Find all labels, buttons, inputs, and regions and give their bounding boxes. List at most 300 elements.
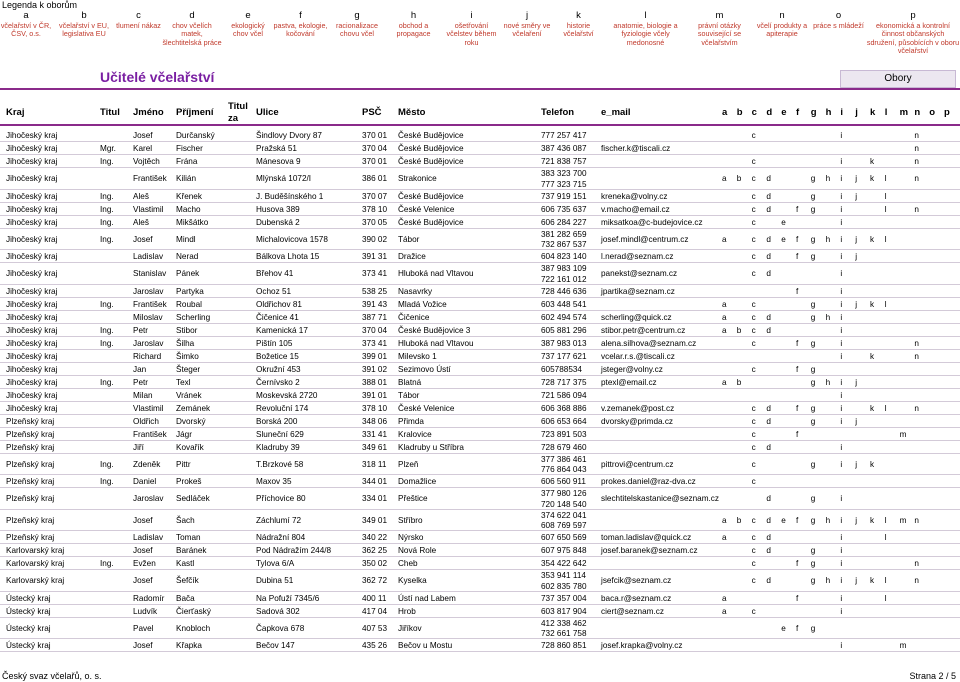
cell-mesto: Tábor bbox=[398, 234, 420, 244]
legend-item-h bbox=[386, 11, 441, 60]
cell-jmeno: Josef bbox=[133, 576, 153, 586]
legend-description: tlumení nákaz bbox=[116, 21, 161, 30]
obor-mark-f: f bbox=[796, 338, 799, 348]
legend-item-e bbox=[223, 11, 273, 60]
cell-prijmeni: Knobloch bbox=[176, 623, 211, 633]
header-obor-h: h bbox=[825, 107, 832, 118]
obor-mark-a: a bbox=[722, 593, 727, 603]
obor-mark-k: k bbox=[870, 174, 875, 184]
obor-mark-g: g bbox=[810, 338, 816, 348]
obor-mark-a: a bbox=[722, 606, 727, 616]
cell-mesto: České Budějovice bbox=[398, 191, 464, 201]
obor-mark-d: d bbox=[766, 416, 771, 426]
cell-email[interactable]: jsefcik@seznam.cz bbox=[601, 576, 672, 586]
cell-mesto: Blatná bbox=[398, 377, 422, 387]
cell-telefon bbox=[541, 404, 587, 413]
cell-email[interactable]: ptexl@email.cz bbox=[601, 377, 657, 387]
legend-description: nové směry ve včelaření bbox=[503, 21, 551, 39]
obor-mark-l: l bbox=[884, 191, 887, 201]
obor-mark-g: g bbox=[810, 377, 816, 387]
cell-prijmeni: Macho bbox=[176, 204, 201, 214]
obor-mark-l: l bbox=[884, 593, 887, 603]
cell-psc: 538 25 bbox=[362, 286, 388, 296]
legend-description: ošetřování včelstev během roku bbox=[446, 21, 497, 47]
cell-kraj: Jihočeský kraj bbox=[6, 191, 58, 201]
table-row bbox=[0, 570, 960, 592]
legend-letter: m bbox=[715, 11, 724, 21]
obor-mark-g: g bbox=[810, 559, 816, 568]
cell-prijmeni: Bača bbox=[176, 593, 195, 603]
cell-mesto: Hluboká nad Vltavou bbox=[398, 338, 474, 348]
obor-mark-i: i bbox=[840, 459, 843, 469]
obor-mark-l: l bbox=[884, 174, 887, 184]
cell-psc: 350 02 bbox=[362, 559, 388, 568]
cell-kraj: Jihočeský kraj bbox=[6, 252, 58, 261]
cell-titul: Mgr. bbox=[100, 144, 116, 153]
cell-telefon bbox=[541, 352, 587, 361]
cell-mesto: Nasavrky bbox=[398, 286, 433, 296]
legend-description: včelí produkty a apiterapie bbox=[756, 21, 808, 39]
cell-email[interactable]: ciert@seznam.cz bbox=[601, 606, 664, 616]
phone-number: 354 422 642 bbox=[541, 559, 587, 568]
table-row bbox=[0, 229, 960, 251]
cell-jmeno: Jaroslav bbox=[133, 338, 164, 348]
obor-mark-a: a bbox=[722, 515, 727, 525]
cell-titul: Ing. bbox=[100, 325, 114, 335]
legend-description: včelařství v EU, legislativa EU bbox=[59, 21, 109, 39]
header-obor-j: j bbox=[855, 107, 858, 118]
cell-titul: Ing. bbox=[100, 459, 114, 469]
obor-mark-i: i bbox=[840, 157, 843, 166]
cell-mesto: Nýrsko bbox=[398, 533, 424, 542]
cell-email[interactable]: slechtitelskastanice@seznam.cz bbox=[601, 494, 719, 504]
obor-mark-i: i bbox=[840, 416, 843, 426]
obor-mark-n: n bbox=[914, 174, 919, 184]
legend-letter: d bbox=[189, 11, 195, 21]
obor-mark-c: c bbox=[751, 157, 756, 166]
cell-telefon bbox=[541, 313, 587, 322]
cell-kraj: Jihočeský kraj bbox=[6, 204, 58, 214]
cell-email[interactable]: toman.ladislav@quick.cz bbox=[601, 533, 692, 542]
header-obor-p: p bbox=[944, 107, 950, 118]
cell-prijmeni: Texl bbox=[176, 377, 191, 387]
cell-email[interactable]: scherling@quick.cz bbox=[601, 312, 672, 322]
cell-email[interactable]: kreneka@volny.cz bbox=[601, 191, 668, 201]
cell-psc: 391 31 bbox=[362, 252, 388, 261]
legend-item-k bbox=[552, 11, 605, 60]
cell-kraj: Jihočeský kraj bbox=[6, 377, 58, 387]
obor-mark-g: g bbox=[810, 299, 816, 309]
cell-prijmeni: Zemánek bbox=[176, 403, 211, 413]
obor-mark-d: d bbox=[766, 174, 771, 184]
page-title: Učitelé včelařství bbox=[100, 69, 215, 85]
cell-telefon bbox=[541, 230, 587, 250]
obor-mark-c: c bbox=[751, 606, 756, 616]
cell-jmeno: Pavel bbox=[133, 623, 154, 633]
cell-telefon bbox=[541, 287, 587, 296]
obor-mark-c: c bbox=[751, 364, 756, 374]
cell-titul: Ing. bbox=[100, 338, 114, 348]
obor-mark-i: i bbox=[840, 390, 843, 400]
cell-kraj: Ústecký kraj bbox=[6, 641, 51, 650]
phone-number: 607 975 848 bbox=[541, 546, 587, 555]
cell-psc: 370 01 bbox=[362, 157, 388, 166]
cell-jmeno: Miloslav bbox=[133, 312, 163, 322]
cell-email[interactable]: prokes.daniel@raz-dva.cz bbox=[601, 477, 696, 486]
obor-mark-i: i bbox=[840, 533, 843, 542]
obor-mark-i: i bbox=[840, 191, 843, 201]
obor-mark-j: j bbox=[855, 191, 858, 201]
obor-mark-m: m bbox=[899, 641, 907, 650]
cell-prijmeni: Toman bbox=[176, 533, 201, 542]
phone-number: 728 679 460 bbox=[541, 442, 587, 452]
cell-titul: Ing. bbox=[100, 299, 114, 309]
cell-email[interactable]: vcelar.r.s.@tiscali.cz bbox=[601, 351, 675, 361]
cell-kraj: Plzeňský kraj bbox=[6, 533, 55, 542]
cell-jmeno: Ladislav bbox=[133, 252, 164, 261]
cell-psc: 378 10 bbox=[362, 204, 388, 214]
cell-jmeno: Petr bbox=[133, 325, 149, 335]
obor-mark-g: g bbox=[810, 234, 816, 244]
cell-kraj: Karlovarský kraj bbox=[6, 559, 65, 568]
header-email: e_mail bbox=[601, 107, 631, 118]
cell-titul: Ing. bbox=[100, 157, 114, 166]
cell-jmeno: Daniel bbox=[133, 477, 157, 486]
cell-prijmeni: Partyka bbox=[176, 286, 204, 296]
cell-telefon bbox=[541, 326, 587, 335]
obor-mark-i: i bbox=[840, 515, 843, 525]
phone-number: 604 823 140 bbox=[541, 252, 587, 261]
cell-jmeno: Ludvík bbox=[133, 606, 158, 616]
cell-email[interactable]: josef.mindl@centrum.cz bbox=[601, 234, 689, 244]
phone-number: 721 838 757 bbox=[541, 157, 587, 166]
phone-number: 777 323 715 bbox=[541, 179, 587, 189]
cell-email[interactable]: panekst@seznam.cz bbox=[601, 269, 678, 279]
obor-mark-k: k bbox=[870, 515, 875, 525]
phone-number: 608 769 597 bbox=[541, 521, 587, 530]
cell-jmeno: František bbox=[133, 174, 167, 184]
cell-email[interactable]: alena.silhova@seznam.cz bbox=[601, 338, 697, 348]
obor-mark-h: h bbox=[825, 174, 831, 184]
cell-ulice: Břehov 41 bbox=[256, 269, 294, 279]
cell-mesto: Přimda bbox=[398, 416, 424, 426]
cell-kraj: Karlovarský kraj bbox=[6, 546, 65, 555]
obor-mark-i: i bbox=[840, 204, 843, 214]
header-kraj: Kraj bbox=[6, 107, 25, 118]
obor-mark-g: g bbox=[810, 494, 816, 504]
legend-description: chov včelích matek, šlechtitelská práce bbox=[162, 21, 222, 47]
cell-psc: 378 10 bbox=[362, 403, 388, 413]
cell-mesto: Stříbro bbox=[398, 515, 423, 525]
obor-mark-i: i bbox=[840, 299, 843, 309]
cell-ulice: Pištín 105 bbox=[256, 338, 293, 348]
header-obor-m: m bbox=[899, 107, 909, 118]
phone-number: 377 386 461 bbox=[541, 454, 587, 464]
cell-email[interactable]: josef.krapka@volny.cz bbox=[601, 641, 683, 650]
table-row bbox=[0, 510, 960, 532]
cell-email[interactable]: v.zemanek@post.cz bbox=[601, 403, 675, 413]
title-row bbox=[0, 66, 960, 90]
cell-mesto: Kladruby u Stříbra bbox=[398, 442, 464, 452]
cell-kraj: Plzeňský kraj bbox=[6, 459, 55, 469]
cell-titul: Ing. bbox=[100, 377, 114, 387]
obor-mark-f: f bbox=[796, 593, 799, 603]
cell-psc: 349 01 bbox=[362, 515, 388, 525]
obor-mark-j: j bbox=[855, 515, 858, 525]
phone-number: 728 860 851 bbox=[541, 641, 587, 650]
cell-kraj: Jihočeský kraj bbox=[6, 299, 58, 309]
cell-telefon bbox=[541, 218, 587, 227]
cell-kraj: Plzeňský kraj bbox=[6, 416, 55, 426]
legend-letter: g bbox=[354, 11, 360, 21]
cell-email[interactable]: pittrovi@centrum.cz bbox=[601, 459, 674, 469]
obor-mark-k: k bbox=[870, 157, 875, 166]
phone-number: 722 161 012 bbox=[541, 274, 587, 284]
obor-mark-i: i bbox=[840, 593, 843, 603]
obor-mark-e: e bbox=[781, 623, 786, 633]
obor-mark-j: j bbox=[855, 174, 858, 184]
obor-mark-k: k bbox=[870, 299, 875, 309]
cell-ulice: Božetice 15 bbox=[256, 351, 299, 361]
phone-number: 607 650 569 bbox=[541, 533, 587, 542]
cell-jmeno: Evžen bbox=[133, 559, 156, 568]
table-row bbox=[0, 311, 960, 324]
obor-mark-d: d bbox=[766, 515, 771, 525]
obor-mark-i: i bbox=[840, 338, 843, 348]
obor-mark-d: d bbox=[766, 252, 771, 261]
cell-psc: 334 01 bbox=[362, 494, 388, 504]
cell-ulice: Záchlumí 72 bbox=[256, 515, 302, 525]
cell-psc: 348 06 bbox=[362, 416, 388, 426]
obor-mark-d: d bbox=[766, 234, 771, 244]
table-row bbox=[0, 618, 960, 640]
cell-prijmeni: Vránek bbox=[176, 390, 202, 400]
cell-ulice: Borská 200 bbox=[256, 416, 298, 426]
table-row bbox=[0, 557, 960, 570]
cell-email[interactable]: jpartika@seznam.cz bbox=[601, 286, 675, 296]
cell-mesto: Mladá Vožice bbox=[398, 299, 447, 309]
teachers-table bbox=[0, 129, 960, 652]
cell-telefon bbox=[541, 264, 587, 284]
cell-jmeno: František bbox=[133, 299, 167, 309]
phone-number: 720 148 540 bbox=[541, 499, 587, 509]
cell-jmeno: Radomír bbox=[133, 593, 165, 603]
phone-number: 387 983 109 bbox=[541, 264, 587, 273]
cell-telefon bbox=[541, 131, 587, 140]
legend-letter: o bbox=[835, 11, 842, 21]
obor-mark-f: f bbox=[796, 429, 799, 439]
cell-telefon bbox=[541, 559, 587, 568]
obor-mark-g: g bbox=[810, 546, 816, 555]
cell-telefon bbox=[541, 430, 587, 439]
obor-mark-j: j bbox=[855, 234, 858, 244]
table-row bbox=[0, 402, 960, 415]
cell-ulice: Sluneční 629 bbox=[256, 429, 304, 439]
header-jmeno: Jméno bbox=[133, 107, 164, 118]
cell-prijmeni: Durčanský bbox=[176, 131, 215, 140]
obor-mark-f: f bbox=[796, 623, 799, 633]
cell-psc: 390 02 bbox=[362, 234, 388, 244]
obor-mark-c: c bbox=[751, 299, 756, 309]
cell-telefon bbox=[541, 594, 587, 603]
cell-email[interactable]: josef.baranek@seznam.cz bbox=[601, 546, 698, 555]
obor-mark-i: i bbox=[840, 312, 843, 322]
obor-mark-g: g bbox=[810, 623, 816, 633]
cell-jmeno: Vojtěch bbox=[133, 157, 160, 166]
header-telefon: Telefon bbox=[541, 107, 575, 118]
obor-mark-c: c bbox=[751, 546, 756, 555]
cell-psc: 387 71 bbox=[362, 312, 388, 322]
obor-mark-c: c bbox=[751, 338, 756, 348]
cell-psc: 370 01 bbox=[362, 131, 388, 140]
legend-description: historie včelařství bbox=[563, 21, 594, 39]
cell-mesto: České Velenice bbox=[398, 403, 455, 413]
obor-mark-b: b bbox=[736, 377, 742, 387]
cell-telefon bbox=[541, 511, 587, 531]
table-row bbox=[0, 475, 960, 488]
table-row bbox=[0, 337, 960, 350]
cell-ulice: Husova 389 bbox=[256, 204, 300, 214]
cell-email[interactable]: baca.r@seznam.cz bbox=[601, 593, 672, 603]
cell-telefon bbox=[541, 144, 587, 153]
cell-telefon bbox=[541, 546, 587, 555]
obor-mark-l: l bbox=[884, 403, 887, 413]
cell-prijmeni: Roubal bbox=[176, 299, 202, 309]
obor-mark-b: b bbox=[736, 515, 742, 525]
obor-mark-k: k bbox=[870, 351, 875, 361]
table-row bbox=[0, 324, 960, 337]
cell-telefon bbox=[541, 641, 587, 650]
obor-mark-e: e bbox=[781, 515, 786, 525]
cell-jmeno: Milan bbox=[133, 390, 153, 400]
phone-number: 381 282 659 bbox=[541, 229, 587, 239]
cell-email[interactable]: miksatkoa@c-budejovice.cz bbox=[601, 217, 703, 227]
obor-mark-g: g bbox=[810, 515, 816, 525]
cell-mesto: Strakonice bbox=[398, 174, 437, 184]
cell-prijmeni: Scherling bbox=[176, 312, 211, 322]
table-row bbox=[0, 250, 960, 263]
table-row bbox=[0, 454, 960, 476]
obor-mark-g: g bbox=[810, 312, 816, 322]
legend-description: právní otázky související se včelařstvím bbox=[697, 21, 742, 47]
obor-mark-e: e bbox=[781, 217, 786, 227]
phone-number: 412 338 462 bbox=[541, 618, 587, 628]
phone-number: 605788534 bbox=[541, 364, 582, 374]
cell-prijmeni: Kilián bbox=[176, 174, 197, 184]
phone-number: 602 835 780 bbox=[541, 581, 587, 591]
cell-ulice: Pod Nádražím 244/8 bbox=[256, 546, 332, 555]
cell-psc: 340 22 bbox=[362, 533, 388, 542]
cell-ulice: Kamenická 17 bbox=[256, 325, 308, 335]
legend-letter: a bbox=[23, 11, 29, 21]
cell-kraj: Ústecký kraj bbox=[6, 623, 51, 633]
table-row bbox=[0, 415, 960, 428]
cell-kraj: Plzeňský kraj bbox=[6, 515, 55, 525]
cell-telefon bbox=[541, 477, 586, 486]
cell-jmeno: Oldřich bbox=[133, 416, 159, 426]
cell-telefon bbox=[541, 571, 587, 591]
table-row bbox=[0, 639, 960, 652]
obor-mark-i: i bbox=[840, 559, 843, 568]
cell-email[interactable]: dvorsky@primda.cz bbox=[601, 416, 674, 426]
cell-email[interactable]: jsteger@volny.cz bbox=[601, 364, 663, 374]
obor-mark-g: g bbox=[810, 252, 816, 261]
legend-description: včelařství v ČR, ČSV, o.s. bbox=[0, 21, 52, 39]
cell-jmeno: Josef bbox=[133, 515, 153, 525]
cell-mesto: Čičenice bbox=[398, 312, 430, 322]
table-header bbox=[0, 96, 960, 126]
cell-mesto: Jiříkov bbox=[398, 623, 422, 633]
table-row bbox=[0, 285, 960, 298]
cell-jmeno: Josef bbox=[133, 546, 153, 555]
obor-mark-g: g bbox=[810, 191, 816, 201]
cell-jmeno: Josef bbox=[133, 641, 153, 650]
legend-letter: l bbox=[644, 11, 647, 21]
obory-label: Obory bbox=[840, 70, 956, 88]
cell-mesto: Ústí nad Labem bbox=[398, 593, 456, 603]
obor-mark-i: i bbox=[840, 351, 843, 361]
header-psc: PSČ bbox=[362, 107, 382, 118]
phone-number: 776 864 043 bbox=[541, 465, 587, 474]
legend-item-o bbox=[811, 11, 866, 60]
cell-email[interactable]: v.macho@email.cz bbox=[601, 204, 670, 214]
cell-kraj: Jihočeský kraj bbox=[6, 144, 58, 153]
legend-letter: j bbox=[525, 11, 529, 21]
legend-item-l bbox=[605, 11, 686, 60]
cell-ulice: Okružní 453 bbox=[256, 364, 301, 374]
obor-mark-g: g bbox=[810, 459, 816, 469]
legend-item-m bbox=[686, 11, 753, 60]
cell-ulice: Ochoz 51 bbox=[256, 286, 292, 296]
legend-letter: k bbox=[576, 11, 581, 21]
obor-mark-d: d bbox=[766, 312, 771, 322]
cell-telefon bbox=[541, 205, 587, 214]
cell-mesto: Domažlice bbox=[398, 477, 437, 486]
table-row bbox=[0, 428, 960, 441]
legend-description: pastva, ekologie, kočování bbox=[273, 21, 328, 39]
cell-email[interactable]: stibor.petr@centrum.cz bbox=[601, 325, 686, 335]
phone-number: 374 622 041 bbox=[541, 510, 587, 520]
obor-mark-k: k bbox=[870, 459, 875, 469]
obor-mark-a: a bbox=[722, 377, 727, 387]
obor-mark-g: g bbox=[810, 204, 816, 214]
cell-telefon bbox=[541, 300, 587, 309]
obor-mark-a: a bbox=[722, 234, 727, 244]
cell-email[interactable]: fischer.k@tiscali.cz bbox=[601, 144, 671, 153]
obor-mark-n: n bbox=[914, 559, 919, 568]
header-obor-g: g bbox=[810, 107, 817, 118]
cell-jmeno: Stanislav bbox=[133, 269, 167, 279]
cell-telefon bbox=[541, 533, 587, 542]
legend-item-d bbox=[161, 11, 223, 60]
phone-number: 721 586 094 bbox=[541, 390, 587, 400]
phone-number: 602 494 574 bbox=[541, 312, 587, 322]
obor-mark-c: c bbox=[751, 131, 756, 140]
legend-item-a bbox=[0, 11, 52, 60]
cell-kraj: Jihočeský kraj bbox=[6, 174, 58, 184]
obor-mark-f: f bbox=[796, 234, 799, 244]
obor-mark-d: d bbox=[766, 576, 771, 586]
cell-jmeno: Aleš bbox=[133, 217, 149, 227]
table-row bbox=[0, 350, 960, 363]
obor-mark-i: i bbox=[840, 286, 843, 296]
obor-mark-n: n bbox=[914, 204, 919, 214]
cell-kraj: Jihočeský kraj bbox=[6, 390, 58, 400]
cell-kraj: Karlovarský kraj bbox=[6, 576, 65, 586]
table-row bbox=[0, 190, 960, 203]
obor-mark-n: n bbox=[914, 338, 919, 348]
cell-email[interactable]: l.nerad@seznam.cz bbox=[601, 252, 674, 261]
